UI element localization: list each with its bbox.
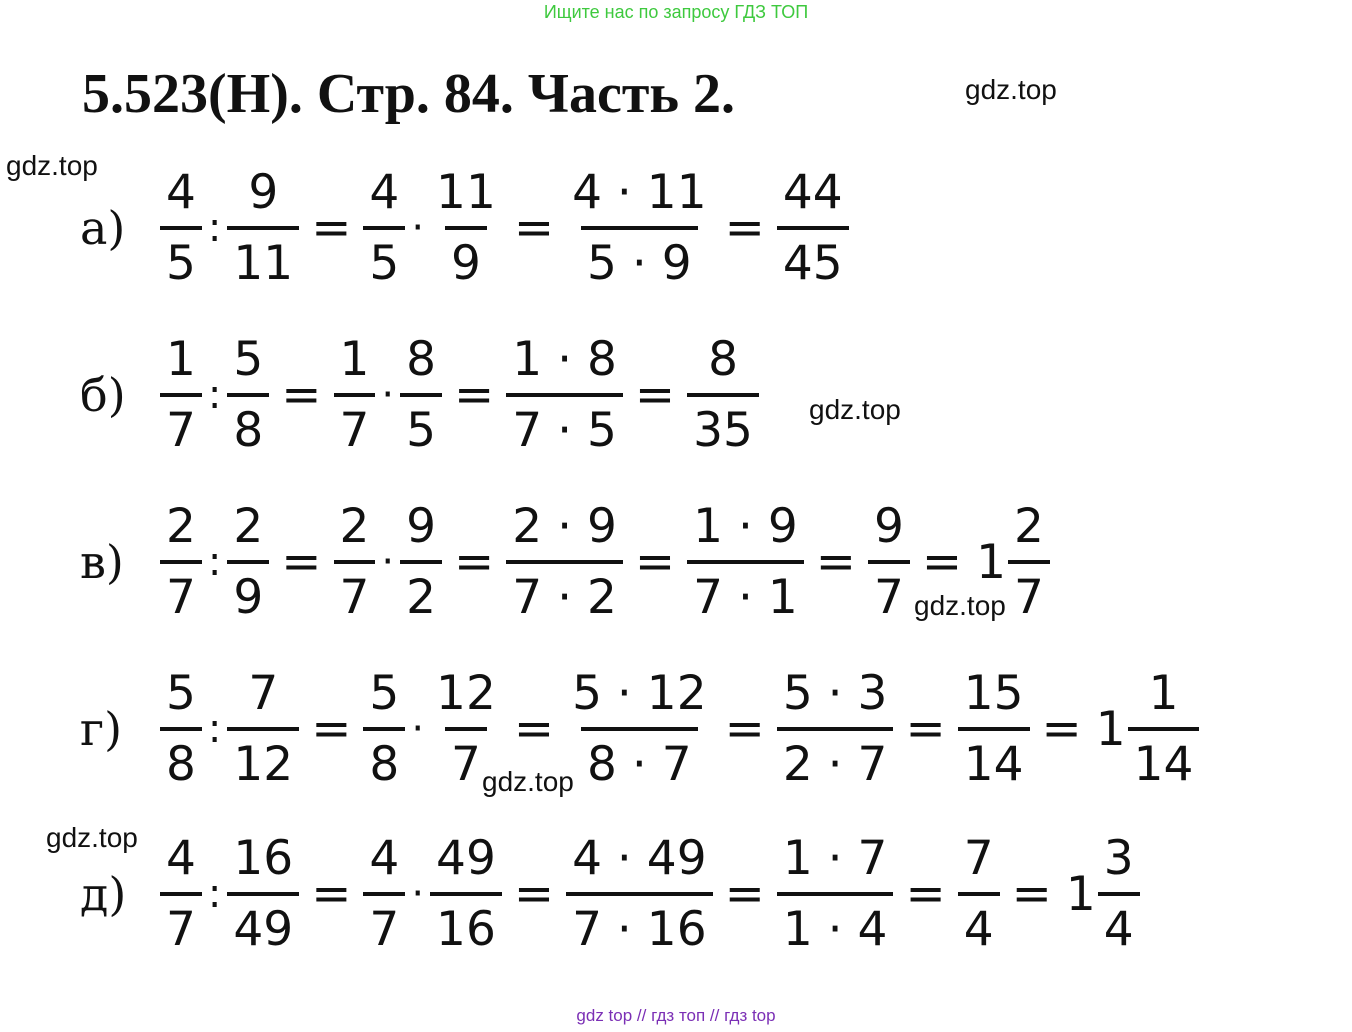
- multiplication-sign: ·: [381, 539, 395, 585]
- fraction: [777, 165, 849, 291]
- denominator: 45: [777, 226, 849, 287]
- equals-sign: =: [513, 866, 555, 922]
- fraction: [777, 831, 894, 957]
- fraction: [334, 332, 376, 458]
- denominator: 7 · 2: [506, 560, 623, 621]
- denominator: 2: [400, 560, 442, 621]
- fraction: [506, 499, 623, 625]
- fraction: [160, 165, 202, 291]
- division-sign: :: [207, 372, 222, 418]
- fraction: [400, 332, 442, 458]
- numerator: 2: [1014, 499, 1044, 554]
- fraction: [363, 831, 405, 957]
- fraction: [566, 165, 713, 291]
- numerator: 7: [248, 666, 279, 721]
- numerator: 1: [339, 332, 370, 387]
- watermark: gdz.top: [809, 394, 901, 425]
- fraction: [1098, 831, 1140, 957]
- item-label: б): [80, 368, 126, 422]
- fraction: [227, 165, 299, 291]
- watermark: gdz.top: [482, 766, 574, 797]
- denominator: 4: [1098, 892, 1140, 953]
- equals-sign: =: [815, 534, 856, 590]
- numerator: 4 · 49: [572, 831, 707, 886]
- whole-part: 1: [1095, 701, 1126, 757]
- footer-text: gdz top // гдз топ // гдз top: [576, 1006, 776, 1025]
- denominator: 7: [160, 892, 202, 953]
- equals-sign: =: [921, 534, 963, 590]
- whole-part: 1: [976, 534, 1007, 590]
- denominator: 14: [958, 727, 1030, 788]
- fraction: [1008, 499, 1050, 625]
- item-label: а): [80, 201, 126, 255]
- fraction: [160, 831, 202, 957]
- numerator: 8: [406, 332, 437, 387]
- denominator: 7: [445, 727, 487, 788]
- item-label: в): [80, 535, 124, 589]
- solution-row: [80, 153, 851, 303]
- fraction: [400, 499, 442, 625]
- denominator: 8: [363, 727, 405, 788]
- denominator: 49: [227, 892, 299, 953]
- denominator: 2 · 7: [777, 727, 894, 788]
- fraction: [334, 499, 376, 625]
- solution-row: [80, 654, 1201, 804]
- fraction: [777, 666, 894, 792]
- equals-sign: =: [724, 200, 765, 256]
- numerator: 1: [1148, 666, 1179, 721]
- denominator: 8 · 7: [581, 727, 698, 788]
- watermark: gdz.top: [914, 590, 1006, 621]
- denominator: 1 · 4: [777, 892, 894, 953]
- equals-sign: =: [454, 534, 495, 590]
- watermark: gdz.top: [965, 74, 1057, 105]
- equals-sign: =: [281, 367, 322, 423]
- denominator: 7 · 16: [566, 892, 713, 953]
- equals-sign: =: [513, 200, 555, 256]
- division-sign: :: [207, 706, 222, 752]
- fraction: [566, 831, 713, 957]
- denominator: 7: [334, 560, 376, 621]
- numerator: 4: [166, 831, 196, 886]
- equals-sign: =: [634, 367, 676, 423]
- denominator: 11: [227, 226, 299, 287]
- denominator: 7: [334, 393, 376, 454]
- numerator: 5: [369, 666, 400, 721]
- division-sign: :: [207, 539, 222, 585]
- denominator: 8: [160, 727, 202, 788]
- numerator: 2: [166, 499, 196, 554]
- numerator: 2: [339, 499, 370, 554]
- numerator: 9: [248, 165, 279, 220]
- fraction: [430, 165, 502, 291]
- numerator: 1 · 8: [512, 332, 617, 387]
- fraction: [227, 831, 299, 957]
- numerator: 44: [782, 165, 843, 220]
- equals-sign: =: [905, 866, 946, 922]
- denominator: 16: [430, 892, 502, 953]
- numerator: 5 · 12: [572, 666, 707, 721]
- numerator: 5: [233, 332, 264, 387]
- denominator: 7: [1008, 560, 1050, 621]
- multiplication-sign: ·: [411, 205, 425, 251]
- fraction: [958, 666, 1030, 792]
- denominator: 5: [400, 393, 442, 454]
- item-label: д): [80, 867, 127, 921]
- numerator: 4: [166, 165, 196, 220]
- denominator: 5: [160, 226, 202, 287]
- numerator: 1 · 9: [693, 499, 798, 554]
- denominator: 35: [687, 393, 759, 454]
- equals-sign: =: [905, 701, 946, 757]
- denominator: 5 · 9: [581, 226, 698, 287]
- equals-sign: =: [311, 866, 352, 922]
- equals-sign: =: [724, 701, 765, 757]
- numerator: 1 · 7: [782, 831, 888, 886]
- numerator: 9: [406, 499, 437, 554]
- fraction: [868, 499, 910, 625]
- denominator: 14: [1128, 727, 1200, 788]
- numerator: 8: [708, 332, 738, 387]
- denominator: 12: [227, 727, 299, 788]
- equals-sign: =: [634, 534, 676, 590]
- equals-sign: =: [311, 200, 352, 256]
- fraction: [227, 499, 269, 625]
- numerator: 9: [873, 499, 904, 554]
- division-sign: :: [207, 205, 222, 251]
- denominator: 7: [160, 393, 202, 454]
- denominator: 8: [227, 393, 269, 454]
- whole-part: 1: [1065, 866, 1096, 922]
- fraction: [227, 666, 299, 792]
- fraction: [363, 165, 405, 291]
- fraction: [506, 332, 623, 458]
- numerator: 2 · 9: [512, 499, 617, 554]
- equals-sign: =: [454, 367, 495, 423]
- fraction: [363, 666, 405, 792]
- item-label: г): [80, 702, 123, 756]
- fraction: [430, 831, 502, 957]
- denominator: 7: [868, 560, 910, 621]
- watermark: gdz.top: [6, 150, 98, 181]
- numerator: 2: [233, 499, 264, 554]
- equals-sign: =: [1011, 866, 1052, 922]
- solution-row: [80, 320, 761, 470]
- numerator: 4: [369, 165, 400, 220]
- multiplication-sign: ·: [411, 706, 425, 752]
- numerator: 5 · 3: [782, 666, 888, 721]
- fraction: [1128, 666, 1200, 792]
- equals-sign: =: [724, 866, 765, 922]
- numerator: 16: [233, 831, 294, 886]
- watermark: gdz.top: [46, 822, 138, 853]
- denominator: 9: [227, 560, 269, 621]
- numerator: 12: [436, 666, 496, 721]
- fraction: [160, 332, 202, 458]
- denominator: 7 · 5: [506, 393, 623, 454]
- page-title: 5.523(Н). Стр. 84. Часть 2.: [82, 63, 735, 125]
- fraction: [687, 332, 759, 458]
- multiplication-sign: ·: [381, 372, 395, 418]
- denominator: 7 · 1: [687, 560, 804, 621]
- fraction: [227, 332, 269, 458]
- denominator: 7: [363, 892, 405, 953]
- denominator: 4: [958, 892, 1000, 953]
- numerator: 3: [1103, 831, 1134, 886]
- solution-row: [80, 487, 1052, 637]
- fraction: [160, 499, 202, 625]
- numerator: 5: [166, 666, 196, 721]
- fraction: [566, 666, 713, 792]
- numerator: 49: [436, 831, 496, 886]
- denominator: 5: [363, 226, 405, 287]
- multiplication-sign: ·: [411, 871, 425, 917]
- fraction: [958, 831, 1000, 957]
- division-sign: :: [207, 871, 222, 917]
- equals-sign: =: [311, 701, 352, 757]
- denominator: 7: [160, 560, 202, 621]
- numerator: 7: [963, 831, 994, 886]
- numerator: 15: [963, 666, 1024, 721]
- numerator: 4: [369, 831, 400, 886]
- fraction: [160, 666, 202, 792]
- numerator: 4 · 11: [572, 165, 707, 220]
- fraction: [687, 499, 804, 625]
- numerator: 11: [436, 165, 496, 220]
- solution-row: [80, 819, 1142, 969]
- equals-sign: =: [1041, 701, 1082, 757]
- search-banner: Ищите нас по запросу ГДЗ ТОП: [543, 2, 809, 22]
- numerator: 1: [166, 332, 196, 387]
- denominator: 9: [445, 226, 487, 287]
- equals-sign: =: [513, 701, 555, 757]
- equals-sign: =: [281, 534, 322, 590]
